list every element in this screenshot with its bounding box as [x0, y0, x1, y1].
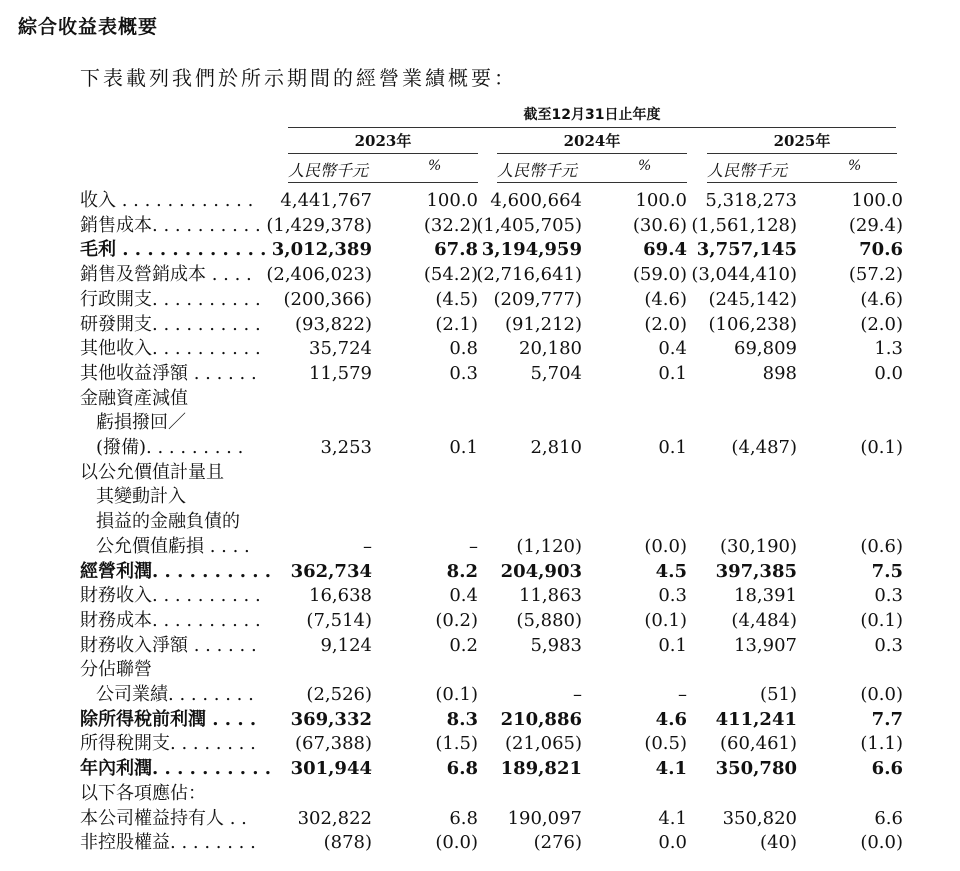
pct-2025-cell: (4.6): [860, 288, 903, 310]
table-row: [0, 213, 960, 238]
row-label: 行政開支. . . . . . . . . .: [80, 288, 261, 310]
pct-2024-cell: 0.0: [658, 832, 687, 854]
amount-2024-cell: 11,863: [519, 585, 582, 607]
table-row: [0, 410, 960, 435]
amount-2023-cell: 9,124: [320, 634, 372, 656]
pct-2023-cell: (0.0): [435, 832, 478, 854]
pct-2024-cell: –: [678, 684, 687, 705]
row-label: 虧損撥回／: [96, 412, 186, 434]
pct-2024-cell: 4.5: [655, 560, 687, 582]
amount-2023-cell: 11,579: [309, 362, 372, 384]
table-row: [0, 509, 960, 534]
pct-2023-cell: (2.1): [435, 313, 478, 335]
row-label: 銷售成本. . . . . . . . . .: [80, 214, 261, 236]
amount-2023-cell: (878): [323, 832, 372, 854]
pct-2023-cell: (0.1): [435, 684, 478, 705]
table-row: [0, 336, 960, 361]
intro-text: 下表載列我們於所示期間的經營業績概要：: [80, 66, 517, 90]
table-row: [0, 484, 960, 509]
amount-2024-cell: (91,212): [504, 313, 582, 335]
table-row: [0, 781, 960, 806]
amount-2024-cell: 5,983: [530, 634, 582, 656]
amount-2025-cell: 69,809: [734, 338, 797, 360]
amount-2024-cell: (1,120): [516, 535, 582, 557]
amount-2024-cell: (209,777): [493, 288, 582, 310]
amount-2023-cell: (2,526): [306, 684, 372, 705]
pct-2024-cell: (30.6): [632, 214, 687, 236]
pct-2025-cell: (0.1): [860, 609, 903, 631]
amount-2023-cell: 4,441,767: [280, 190, 372, 211]
pct-2024-cell: (0.5): [644, 733, 687, 755]
table-row: [0, 731, 960, 756]
row-label: 銷售及營銷成本 . . . .: [80, 264, 252, 286]
row-label: 財務收入淨額 . . . . . .: [80, 634, 257, 656]
row-label: 分佔聯營: [80, 659, 152, 681]
pct-label-2023: %: [428, 158, 442, 174]
year-2025-header: 2025年: [773, 132, 831, 150]
pct-2024-cell: 0.3: [658, 585, 687, 607]
row-label: 所得稅開支. . . . . . . .: [80, 733, 256, 755]
amount-2024-cell: 210,886: [500, 708, 582, 730]
amount-2025-cell: (4,484): [731, 609, 797, 631]
pct-2023-cell: 0.1: [449, 437, 478, 458]
pct-2024-cell: (4.6): [644, 288, 687, 310]
table-row: [0, 756, 960, 781]
amount-2024-cell: 189,821: [500, 758, 582, 780]
pct-2025-cell: 7.7: [871, 708, 903, 730]
row-label: 其他收益淨額 . . . . . .: [80, 362, 257, 384]
row-label: 財務收入. . . . . . . . . .: [80, 585, 261, 607]
amount-2023-cell: (67,388): [294, 733, 372, 755]
amount-2025-cell: 13,907: [734, 634, 797, 656]
pct-2023-cell: (54.2): [423, 264, 478, 286]
pct-2023-cell: 0.3: [449, 362, 478, 384]
pct-2025-cell: 7.5: [871, 560, 903, 582]
amount-2023-cell: 3,253: [320, 437, 372, 458]
unit-label-2023: 人民幣千元: [288, 161, 369, 180]
pct-2025-cell: 70.6: [859, 239, 903, 261]
table-row: [0, 657, 960, 682]
row-label: 以下各項應佔：: [80, 782, 206, 804]
amount-2024-cell: 3,194,959: [481, 239, 582, 261]
pct-2025-cell: (1.1): [860, 733, 903, 755]
amount-2023-cell: –: [363, 535, 372, 557]
table-row: [0, 312, 960, 337]
amount-2025-cell: 397,385: [715, 560, 797, 582]
amount-2025-cell: (106,238): [708, 313, 797, 335]
pct-2025-cell: 1.3: [874, 338, 903, 360]
row-label: 除所得稅前利潤 . . . .: [80, 708, 257, 730]
pct-2025-cell: (0.0): [860, 684, 903, 705]
pct-2023-cell: –: [469, 535, 478, 557]
pct-2025-cell: (0.1): [860, 437, 903, 458]
amount-2023-cell: (2,406,023): [266, 264, 372, 286]
amount-2025-cell: 3,757,145: [696, 239, 797, 261]
pct-2024-cell: 69.4: [643, 239, 687, 261]
pct-2025-cell: 6.6: [874, 807, 903, 829]
pct-2023-cell: 8.2: [446, 560, 478, 582]
amount-2024-cell: 5,704: [530, 362, 582, 384]
table-row: [0, 262, 960, 287]
amount-2025-cell: (30,190): [719, 535, 797, 557]
amount-2024-cell: 204,903: [500, 560, 582, 582]
amount-2023-cell: (7,514): [306, 609, 372, 631]
row-label: 研發開支. . . . . . . . . .: [80, 313, 261, 335]
pct-2025-cell: 100.0: [851, 190, 903, 211]
unit-label-2024: 人民幣千元: [497, 161, 578, 180]
amount-2025-cell: (3,044,410): [691, 264, 797, 286]
pct-2023-cell: 6.8: [446, 758, 478, 780]
pct-2025-cell: (57.2): [848, 264, 903, 286]
amount-2025-cell: (245,142): [708, 288, 797, 310]
year-2023-header: 2023年: [354, 132, 412, 150]
pct-2023-cell: 67.8: [434, 239, 478, 261]
pct-label-2025: %: [848, 158, 862, 174]
year-2025-rule: [707, 153, 897, 154]
row-label: 以公允價值計量且: [80, 461, 224, 483]
amount-2025-cell: (1,561,128): [691, 214, 797, 236]
amount-2024-cell: 190,097: [507, 807, 582, 829]
amount-2023-cell: (1,429,378): [266, 214, 372, 236]
pct-2024-cell: 4.1: [658, 807, 687, 829]
pct-2023-cell: 100.0: [426, 190, 478, 211]
pct-2024-cell: 4.6: [655, 708, 687, 730]
pct-2024-cell: 0.4: [658, 338, 687, 360]
row-label: 損益的金融負債的: [96, 511, 240, 533]
unit-rule-2023: [288, 182, 478, 183]
amount-2024-cell: (1,405,705): [476, 214, 582, 236]
amount-2023-cell: 35,724: [309, 338, 372, 360]
amount-2024-cell: 2,810: [530, 437, 582, 458]
amount-2023-cell: 302,822: [297, 807, 372, 829]
amount-2023-cell: 16,638: [309, 585, 372, 607]
amount-2023-cell: (93,822): [294, 313, 372, 335]
row-label: 其變動計入: [96, 486, 186, 508]
amount-2025-cell: 350,780: [715, 758, 797, 780]
table-row: [0, 806, 960, 831]
table-row: [0, 633, 960, 658]
pct-2024-cell: (0.0): [644, 535, 687, 557]
pct-2023-cell: 0.8: [449, 338, 478, 360]
amount-2023-cell: 301,944: [290, 758, 372, 780]
amount-2025-cell: (60,461): [719, 733, 797, 755]
amount-2025-cell: (4,487): [731, 437, 797, 458]
pct-2024-cell: 0.1: [658, 362, 687, 384]
amount-2025-cell: (51): [760, 684, 797, 705]
pct-2023-cell: 0.2: [449, 634, 478, 656]
table-row: [0, 460, 960, 485]
table-row: [0, 188, 960, 213]
pct-2024-cell: 0.1: [658, 437, 687, 458]
amount-2023-cell: 3,012,389: [271, 239, 372, 261]
table-row: [0, 435, 960, 460]
amount-2025-cell: 18,391: [734, 585, 797, 607]
pct-2024-cell: 4.1: [655, 758, 687, 780]
pct-2023-cell: (32.2): [423, 214, 478, 236]
table-row: [0, 361, 960, 386]
pct-2023-cell: 8.3: [446, 708, 478, 730]
pct-2023-cell: (0.2): [435, 609, 478, 631]
pct-label-2024: %: [638, 158, 652, 174]
amount-2025-cell: 350,820: [722, 807, 797, 829]
row-label: 毛利 . . . . . . . . . . . .: [80, 239, 267, 261]
amount-2023-cell: (200,366): [283, 288, 372, 310]
pct-2025-cell: (29.4): [848, 214, 903, 236]
amount-2024-cell: (276): [533, 832, 582, 854]
year-2023-rule: [288, 153, 478, 154]
row-label: 金融資產減值: [80, 387, 188, 409]
amount-2024-cell: 4,600,664: [490, 190, 582, 211]
row-label: 收入 . . . . . . . . . . . .: [80, 190, 254, 211]
pct-2024-cell: (2.0): [644, 313, 687, 335]
amount-2024-cell: (2,716,641): [476, 264, 582, 286]
pct-2025-cell: (0.0): [860, 832, 903, 854]
pct-2023-cell: 0.4: [449, 585, 478, 607]
pct-2024-cell: 0.1: [658, 634, 687, 656]
table-row: [0, 707, 960, 732]
table-row: [0, 583, 960, 608]
pct-2024-cell: 100.0: [635, 190, 687, 211]
table-row: [0, 287, 960, 312]
table-row: [0, 830, 960, 855]
table-row: [0, 682, 960, 707]
pct-2024-cell: (0.1): [644, 609, 687, 631]
unit-label-2025: 人民幣千元: [707, 161, 788, 180]
section-heading: 綜合收益表概要: [18, 16, 159, 38]
row-label: 公司業績. . . . . . . .: [96, 684, 254, 705]
pct-2025-cell: 0.0: [874, 362, 903, 384]
row-label: 本公司權益持有人 . .: [80, 807, 247, 829]
row-label: 公允價值虧損 . . . .: [96, 535, 250, 557]
amount-2024-cell: –: [573, 684, 582, 705]
table-row: [0, 608, 960, 633]
row-label: (撥備). . . . . . . . .: [96, 437, 244, 458]
pct-2025-cell: 6.6: [871, 758, 903, 780]
row-label: 非控股權益. . . . . . . .: [80, 832, 256, 854]
table-row: [0, 237, 960, 262]
table-row: [0, 386, 960, 411]
pct-2023-cell: (4.5): [435, 288, 478, 310]
pct-2025-cell: 0.3: [874, 634, 903, 656]
period-rule: [288, 127, 896, 128]
unit-rule-2024: [497, 182, 687, 183]
row-label: 經營利潤. . . . . . . . . .: [80, 560, 272, 582]
pct-2025-cell: (2.0): [860, 313, 903, 335]
pct-2023-cell: (1.5): [435, 733, 478, 755]
amount-2023-cell: 369,332: [290, 708, 372, 730]
year-2024-rule: [497, 153, 687, 154]
amount-2025-cell: 411,241: [715, 708, 797, 730]
amount-2025-cell: 898: [762, 362, 797, 384]
row-label: 年內利潤. . . . . . . . . .: [80, 758, 272, 780]
amount-2025-cell: (40): [760, 832, 797, 854]
amount-2024-cell: 20,180: [519, 338, 582, 360]
row-label: 財務成本. . . . . . . . . .: [80, 609, 261, 631]
year-2024-header: 2024年: [563, 132, 621, 150]
amount-2023-cell: 362,734: [290, 560, 372, 582]
pct-2025-cell: (0.6): [860, 535, 903, 557]
amount-2024-cell: (5,880): [516, 609, 582, 631]
unit-rule-2025: [707, 182, 897, 183]
pct-2024-cell: (59.0): [632, 264, 687, 286]
row-label: 其他收入. . . . . . . . . .: [80, 338, 261, 360]
pct-2025-cell: 0.3: [874, 585, 903, 607]
table-row: [0, 559, 960, 584]
table-row: [0, 534, 960, 559]
period-header: 截至12月31日止年度: [523, 107, 661, 123]
amount-2024-cell: (21,065): [504, 733, 582, 755]
pct-2023-cell: 6.8: [449, 807, 478, 829]
amount-2025-cell: 5,318,273: [705, 190, 797, 211]
